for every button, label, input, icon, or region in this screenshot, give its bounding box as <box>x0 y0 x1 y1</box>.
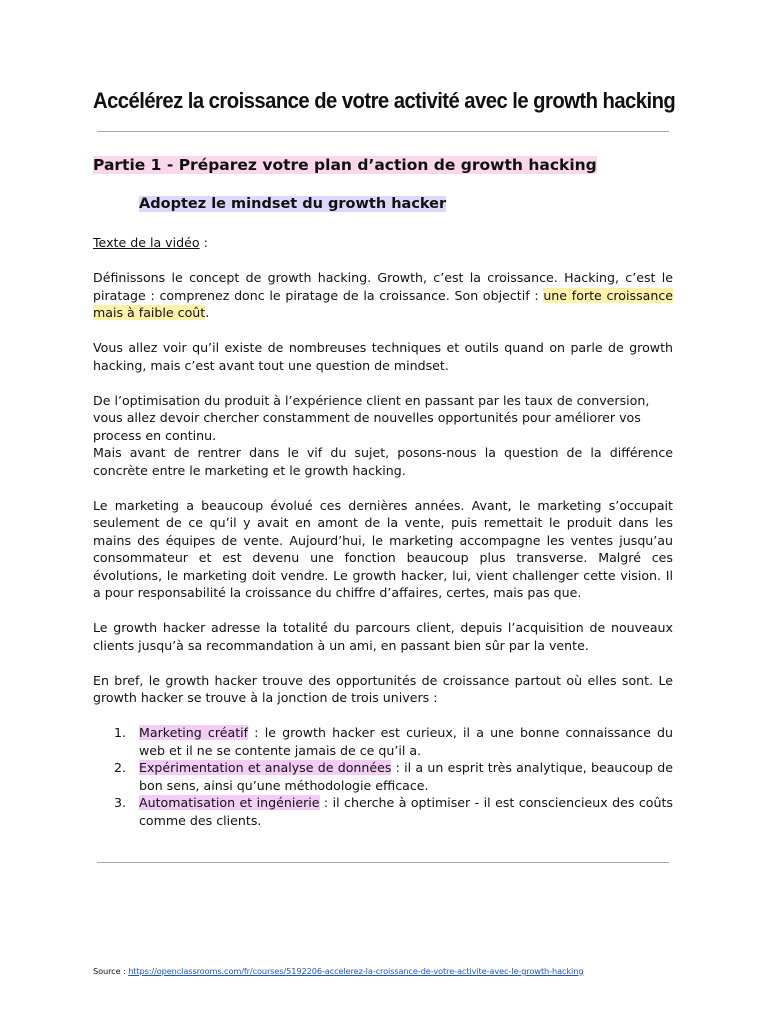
document-body <box>93 234 673 829</box>
list-item-text: : le growth hacker est curieux, il a une bonne connaissance du web et il ne se contente jamais de ce qu’il a. <box>139 725 674 758</box>
list-item-text: : il a un esprit très analytique, beaucoup de bon sens, ainsi qu’une méthodologie efficace. <box>139 760 673 793</box>
list-item-term: Expérimentation et analyse de données <box>139 760 392 775</box>
paragraph-trois-univers: En bref, le growth hacker trouve des opportunités de croissance partout où elles sont. Le growth hacker se trouve à la jonction de trois univers : <box>93 672 673 705</box>
list-item <box>93 724 673 759</box>
top-divider <box>97 131 669 132</box>
key-phrase-highlight: une forte croissance mais à faible coût <box>93 287 674 320</box>
list-item-number: 3. <box>114 795 127 810</box>
document-title: Accélérez la croissance de votre activité avec le growth hacking <box>93 88 676 113</box>
paragraph-definition-start: Définissons le concept de growth hacking. Growth, c’est la croissance. Hacking, c’est le piratage : comprenez donc le piratage de la croissance. Son objectif : <box>93 270 673 303</box>
paragraph-question: Mais avant de rentrer dans le vif du sujet, posons-nous la question de la différence concrète entre le marketing et le growth hacking. <box>93 445 673 478</box>
list-item-term: Marketing créatif <box>139 725 249 740</box>
paragraph-parcours-client: Le growth hacker adresse la totalité du parcours client, depuis l’acquisition de nouveaux clients jusqu’à sa recommandation à un ami, en passant bien sûr par la vente. <box>93 620 673 653</box>
video-label-text: Texte de la vidéo <box>93 235 200 250</box>
list-item-number: 1. <box>114 725 127 740</box>
document-page <box>93 0 676 1024</box>
part-heading-text: Partie 1 - Préparez votre plan d’action de growth hacking <box>93 156 597 174</box>
paragraph-mindset: Vous allez voir qu’il existe de nombreuses techniques et outils quand on parle de growth hacking, mais c’est avant tout une question de mindset. <box>93 340 673 373</box>
bottom-divider <box>97 862 669 863</box>
section-subheading <box>139 196 446 212</box>
section-subheading-text: Adoptez le mindset du growth hacker <box>139 196 447 212</box>
list-item-term: Automatisation et ingénierie <box>139 795 320 810</box>
video-label-suffix: : <box>199 235 208 250</box>
source-label: Source : <box>93 966 129 976</box>
paragraph-definition <box>93 269 673 322</box>
list-item-text: : il cherche à optimiser - il est consciencieux des coûts comme des clients. <box>139 795 673 828</box>
list-item <box>93 759 673 794</box>
part-heading <box>93 156 597 174</box>
paragraph-marketing: Le marketing a beaucoup évolué ces dernières années. Avant, le marketing s’occupait seulement de ce qu’il y avait en amont de la vente, puis remettait le produit dans les mains des équipes de vente. Aujourd’hui, le marketing accompagne les ventes jusqu’au consommateur et est devenu une fonction beaucoup plus transverse. Malgré ces évolutions, le marketing doit vendre. Le growth hacker, lui, vient challenger cette vision. Il a pour responsabilité la croissance du chiffre d’affaires, certes, mais pas que. <box>93 497 673 600</box>
list-item <box>93 794 673 829</box>
source-link[interactable]: https://openclassrooms.com/fr/courses/5192206-accelerez-la-croissance-de-votre-activite-avec-le-growth-hacking <box>128 966 584 976</box>
paragraph-definition-end: . <box>205 305 210 320</box>
univers-list <box>93 724 673 829</box>
paragraph-optimisation: De l’optimisation du produit à l’expérience client en passant par les taux de conversion, vous allez devoir chercher constamment de nouvelles opportunités pour améliorer vos process en continu. <box>93 392 650 443</box>
video-label <box>93 234 673 252</box>
list-item-number: 2. <box>114 760 127 775</box>
source-footer <box>93 966 583 976</box>
